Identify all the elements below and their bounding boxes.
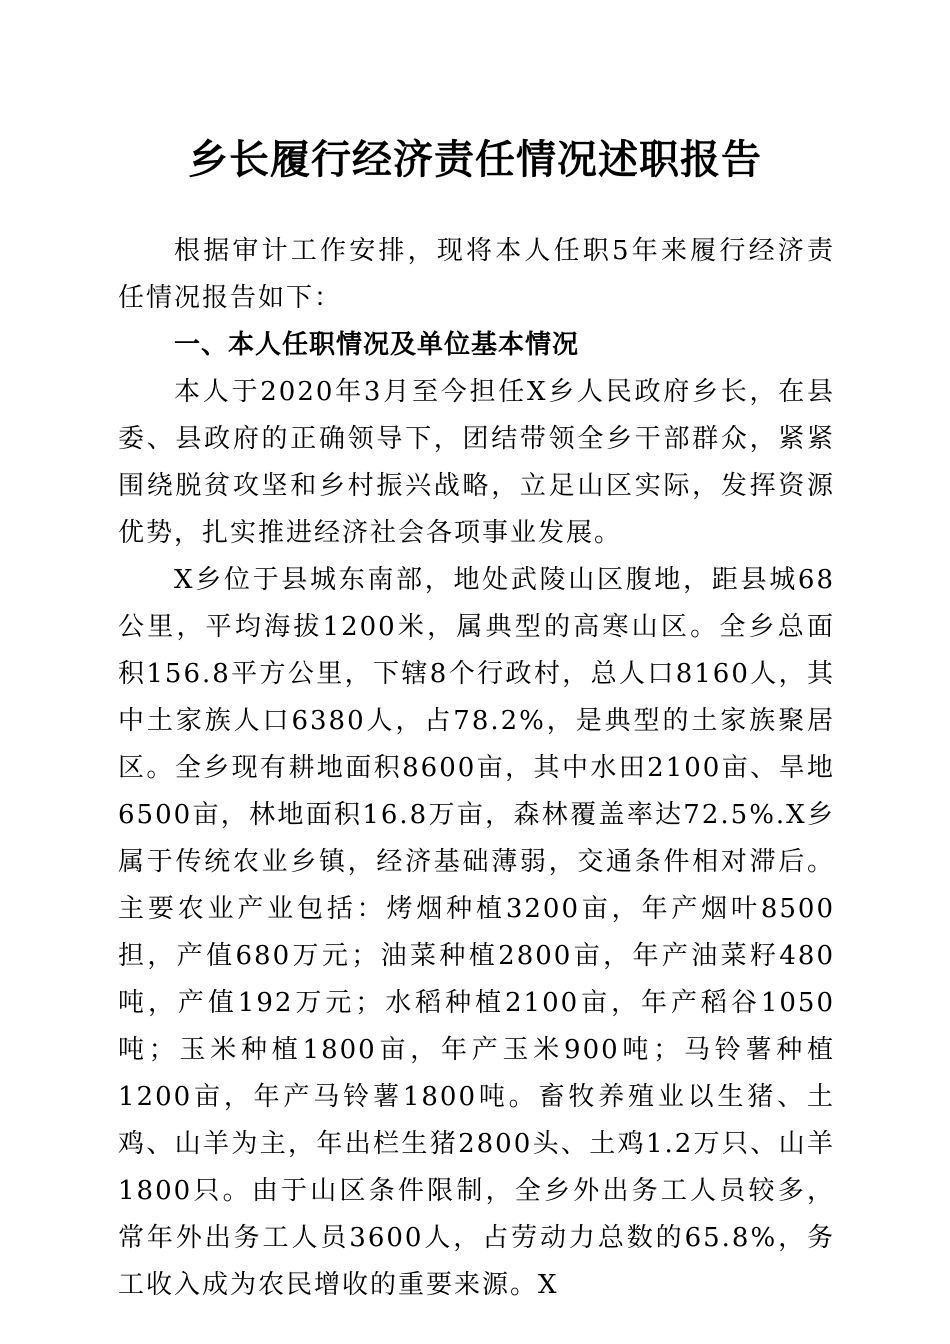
document-body [118, 228, 835, 1309]
intro-paragraph: 根据审计工作安排，现将本人任职5年来履行经济责任情况报告如下： [118, 236, 835, 313]
document-title: 乡长履行经济责任情况述职报告 [188, 136, 762, 183]
body-paragraph: X乡位于县城东南部，地处武陵山区腹地，距县城68公里，平均海拔1200米，属典型的高寒山区。全乡总面积156.8平方公里，下辖8个行政村，总人口8160人，其中土家族人口6380人，占78.2%，是典型的土家族聚居区。全乡现有耕地面积8600亩，其中水田2100亩、旱地6500亩，林地面积16.8万亩，森林覆盖率达72.5%.X乡属于传统农业乡镇，经济基础薄弱，交通条件相对滞后。主要农业产业包括：烤烟种植3200亩，年产烟叶8500担，产值680万元；油菜种植2800亩，年产油菜籽480吨，产值192万元；水稻种植2100亩，年产稻谷1050吨；玉米种植1800亩，年产玉米900吨；马铃薯种植1200亩，年产马铃薯1800吨。畜牧养殖业以生猪、土鸡、山羊为主，年出栏生猪2800头、土鸡1.2万只、山羊1800只。由于山区条件限制，全乡外出务工人员较多，常年外出务工人员3600人，占劳动力总数的65.8%，务工收入成为农民增收的重要来源。X [118, 565, 835, 1300]
body-paragraph: 本人于2020年3月至今担任X乡人民政府乡长，在县委、县政府的正确领导下，团结带领全乡干部群众，紧紧围绕脱贫攻坚和乡村振兴战略，立足山区实际，发挥资源优势，扎实推进经济社会各项事业发展。 [118, 377, 835, 548]
section-heading: 一、本人任职情况及单位基本情况 [174, 330, 580, 360]
